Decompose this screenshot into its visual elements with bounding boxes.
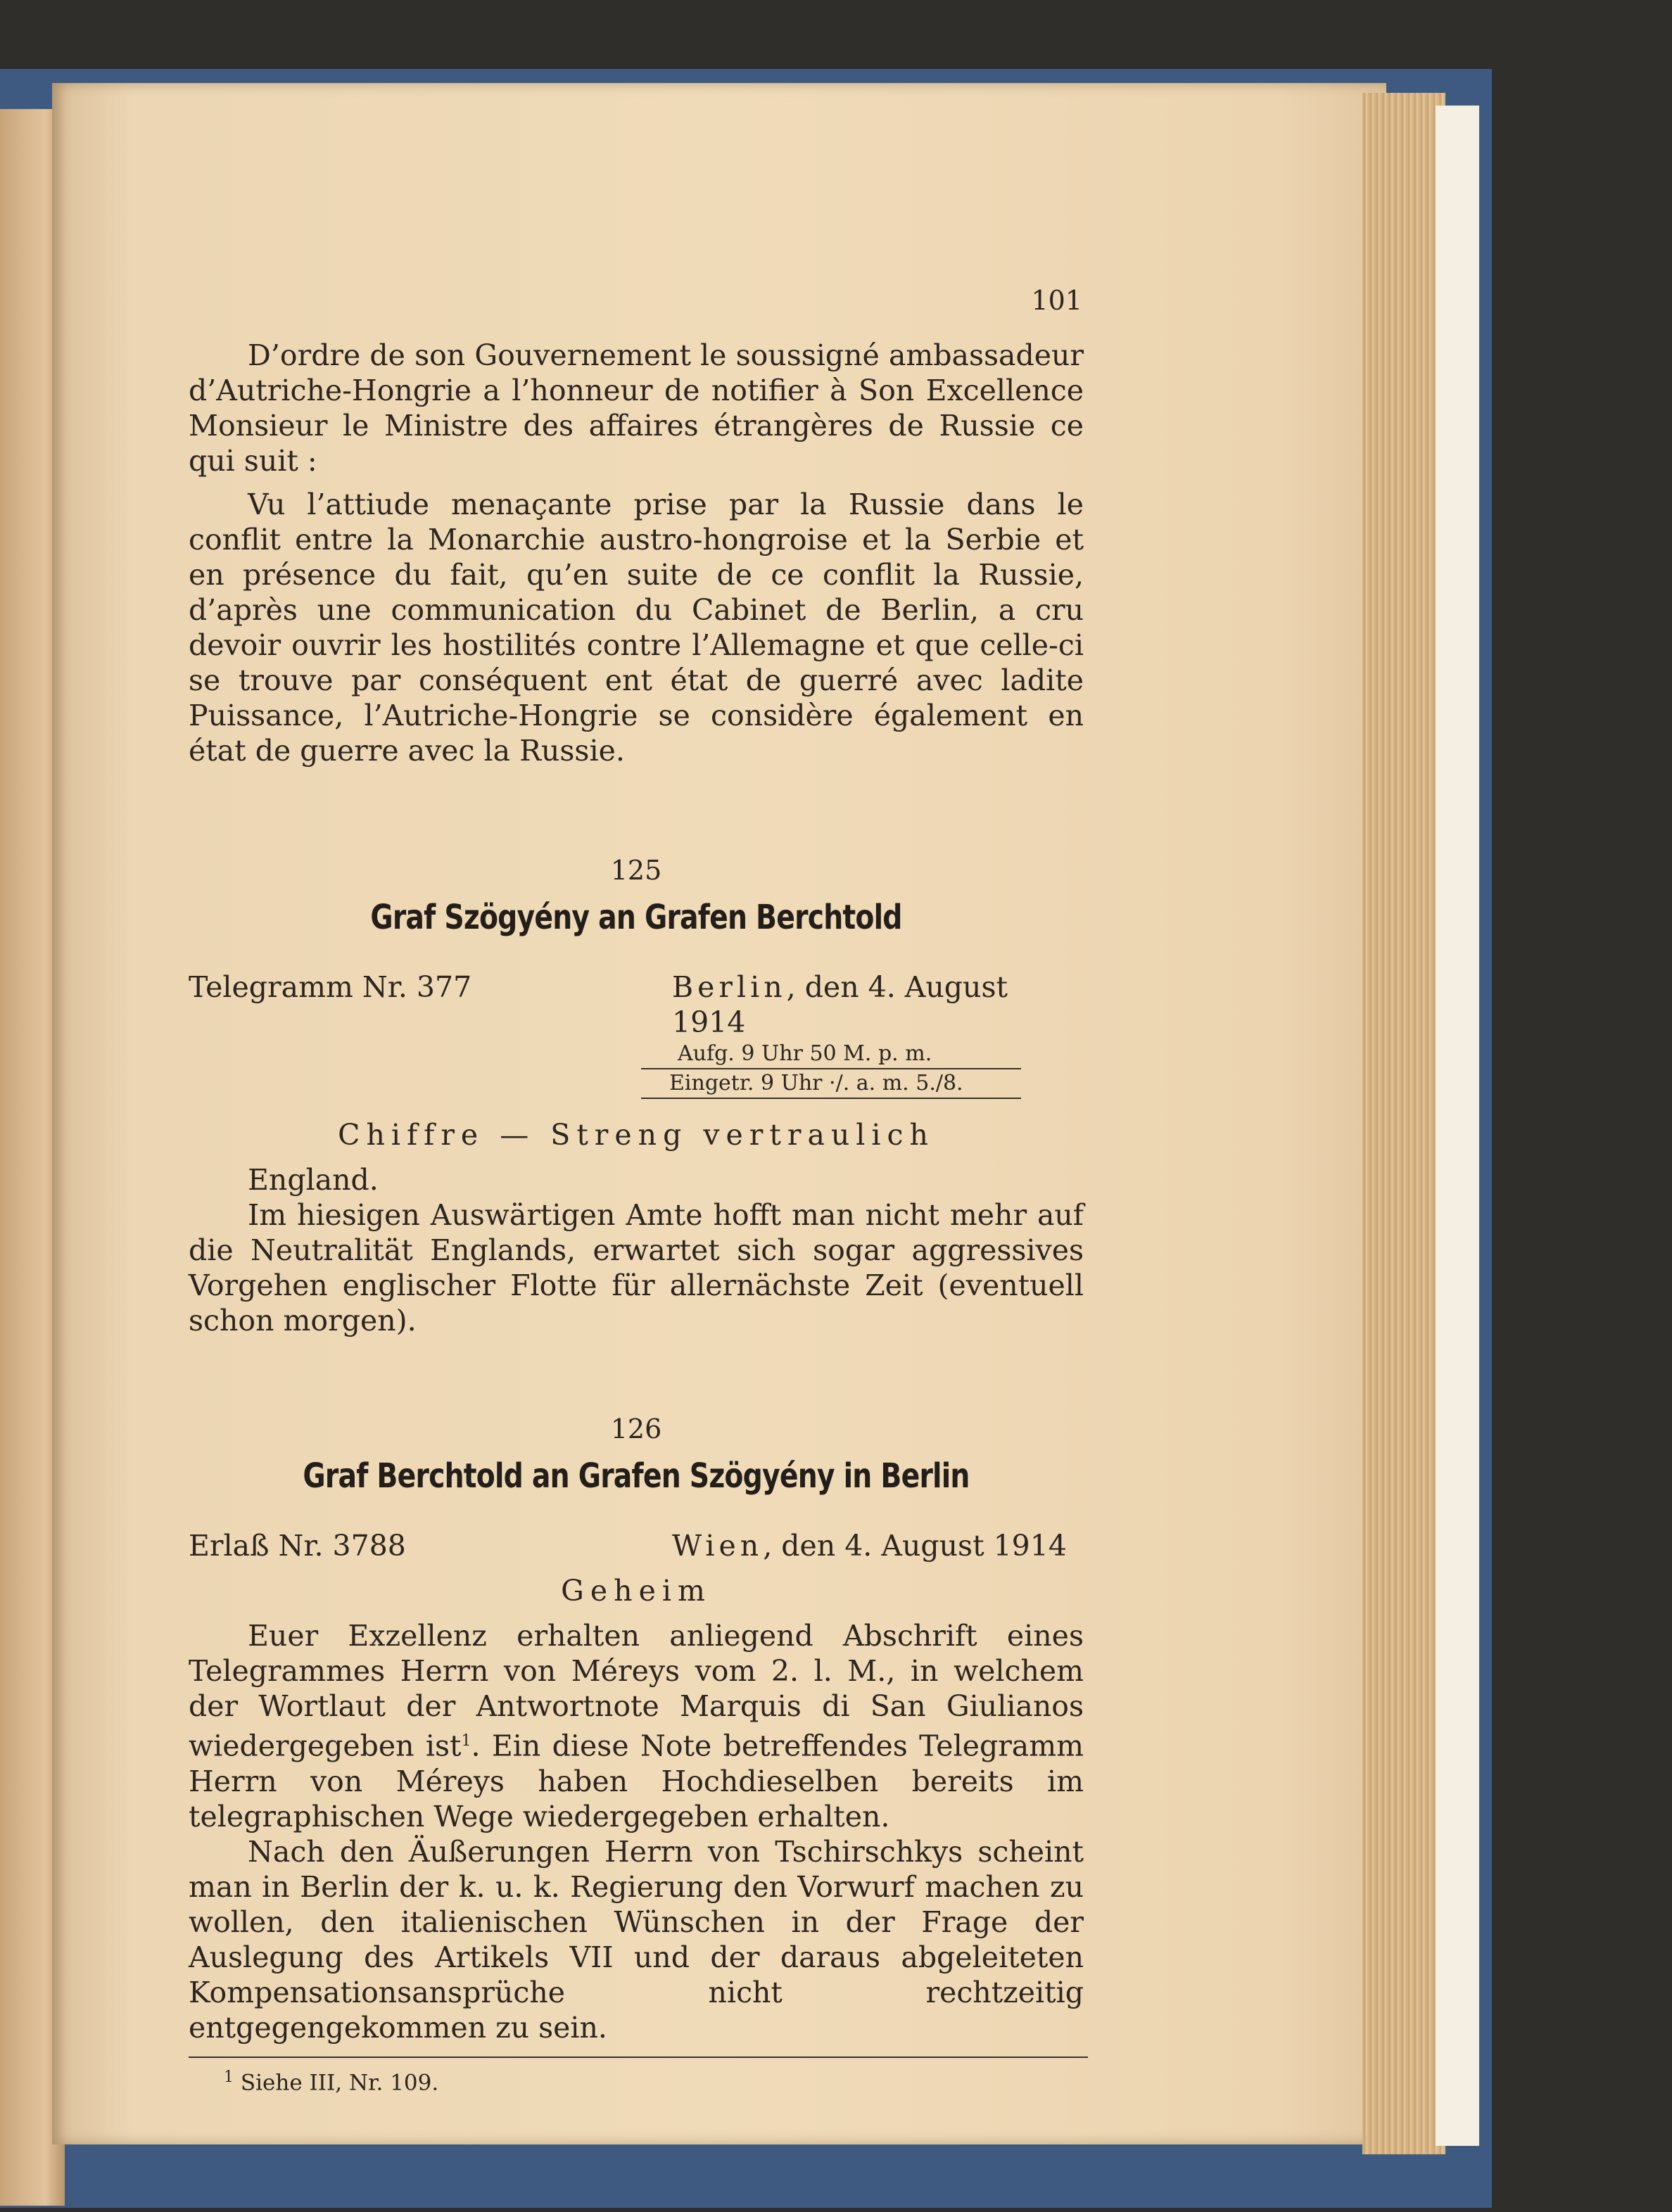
page-content [189, 281, 1084, 2097]
page-number: 101 [1031, 285, 1082, 316]
document-title-126: Graf Berchtold an Grafen Szögyény in Berlin [303, 1456, 970, 1496]
body-126-text-b: . Ein diese Note betreffendes Telegramm Herrn von Méreys haben Hochdieselben bereits im telegraphischen Wege wiedergegeben erhalten. [189, 1729, 1084, 1833]
classification-126: Geheim [561, 1574, 711, 1608]
document-title-125: Graf Szögyény an Grafen Berchtold [370, 898, 902, 937]
received-time: Eingetr. 9 Uhr ·/. a. m. 5./8. [641, 1069, 1021, 1099]
french-paragraph-1: D’ordre de son Gouvernement le soussigné ambassadeur d’Autriche-Hongrie a l’honneur de notifier à Son Excellence Monsieur le Ministre des affaires étrangères de Russie ce qui suit : [189, 338, 1084, 478]
footnote-rule [189, 2057, 1088, 2058]
date-125: , den 4. August 1914 [672, 970, 1008, 1039]
place-date-125 [672, 970, 1084, 1040]
french-paragraph-2: Vu l’attiude menaçante prise par la Russie dans le conflit entre la Monarchie austro-hongroise et la Serbie et en présence du fait, qu’en suite de ce conflit la Russie, d’après une communication du Cabinet de Berlin, a cru devoir ouvrir les hostilités contre l’Allemagne et que celle-ci se trouve par conséquent ent état de guerré avec ladite Puissance, l’Autriche-Hongrie se considère également en état de guerre avec la Russie. [189, 488, 1084, 768]
classification-125: Chiffre — Streng vertraulich [338, 1118, 935, 1152]
document-meta-125 [189, 970, 1084, 1040]
document-number-125: 125 [610, 855, 662, 886]
document-number-126: 126 [610, 1413, 662, 1444]
footnote-marker: 1 [224, 2068, 234, 2086]
endpaper [1436, 106, 1479, 2146]
place-date-126 [672, 1528, 1084, 1563]
document-meta-126 [189, 1528, 1084, 1563]
body-126-text-a: Euer Exzellenz erhalten anliegend Abschrift eines Telegrammes Herrn von Méreys vom 2. l. M., in welchem der Wortlaut der Antwortnote Marquis di San Giulianos wiedergegeben ist [189, 1619, 1084, 1763]
decree-reference: Erlaß Nr. 3788 [189, 1529, 406, 1563]
body-126-paragraph-1 [189, 1618, 1084, 1834]
footnote-text: Siehe III, Nr. 109. [240, 2069, 439, 2095]
date-126: , den 4. August 1914 [763, 1529, 1067, 1563]
telegram-times [641, 1040, 1021, 1099]
body-126-paragraph-2: Nach den Äußerungen Herrn von Tschirschkys scheint man in Berlin der k. u. k. Regierung den Vorwurf machen zu wollen, den italienischen Wünschen in der Frage der Auslegung des Artikels VII und der daraus abgeleiteten Kompensationsansprüche nicht rechtzeitig entgegengekommen zu sein. [189, 1834, 1084, 2045]
sent-time: Aufg. 9 Uhr 50 M. p. m. [641, 1040, 1021, 1069]
place-126: Wien [672, 1529, 764, 1563]
telegram-reference: Telegramm Nr. 377 [189, 970, 472, 1004]
footnote [224, 2064, 1084, 2097]
place-125: Berlin [672, 970, 787, 1004]
body-125: Im hiesigen Auswärtigen Amte hofft man nicht mehr auf die Neutralität Englands, erwartet sich sogar aggressives Vorgehen englischer Flotte für allernächste Zeit (eventuell schon morgen). [189, 1198, 1084, 1337]
footnote-marker-inline: 1 [461, 1732, 471, 1750]
subject-125: England. [248, 1163, 379, 1197]
page-edges [1362, 93, 1445, 2154]
